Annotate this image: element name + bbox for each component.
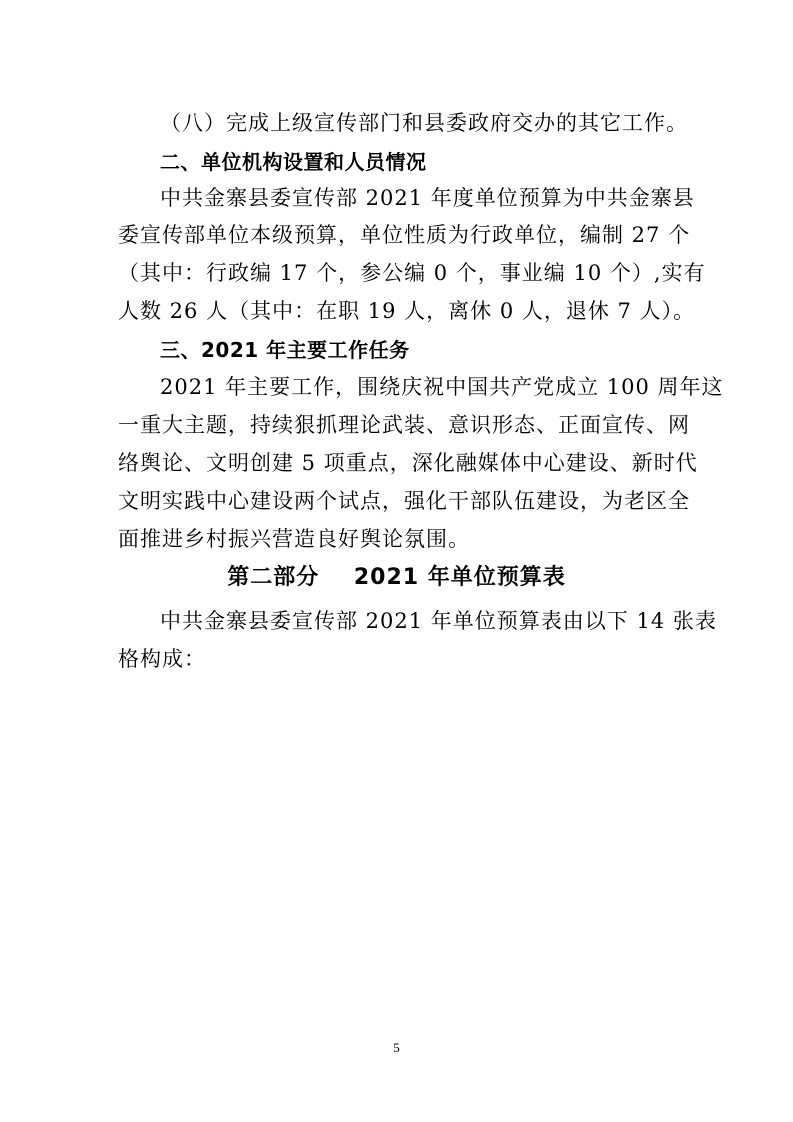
section-two-line-3: （其中：行政编 17 个，参公编 0 个，事业编 10 个）,实有: [118, 261, 706, 285]
item-eight-text: （八）完成上级宣传部门和县委政府交办的其它工作。: [160, 111, 688, 135]
section-two-heading: 二、单位机构设置和人员情况: [160, 150, 427, 174]
part-two-line-1: 中共金寨县委宣传部 2021 年单位预算表由以下 14 张表: [160, 609, 717, 633]
section-two-line-2: 委宣传部单位本级预算，单位性质为行政单位，编制 27 个: [118, 223, 691, 247]
section-three-line-5: 面推进乡村振兴营造良好舆论氛围。: [118, 527, 470, 551]
part-two-title: 第二部分 2021 年单位预算表: [227, 565, 566, 590]
section-three-line-1: 2021 年主要工作，围绕庆祝中国共产党成立 100 周年这: [160, 375, 724, 399]
section-three-heading: 三、2021 年主要工作任务: [160, 338, 410, 362]
part-two-line-2: 格构成：: [118, 647, 206, 671]
section-three-line-2: 一重大主题，持续狠抓理论武装、意识形态、正面宣传、网: [118, 413, 690, 437]
section-two-line-4: 人数 26 人（其中：在职 19 人，离休 0 人，退休 7 人）。: [118, 299, 696, 323]
section-two-line-1: 中共金寨县委宣传部 2021 年度单位预算为中共金寨县: [160, 186, 695, 210]
page-number: 5: [393, 1040, 400, 1055]
section-three-line-3: 络舆论、文明创建 5 项重点，深化融媒体中心建设、新时代: [118, 451, 698, 475]
section-three-line-4: 文明实践中心建设两个试点，强化干部队伍建设，为老区全: [118, 489, 690, 513]
